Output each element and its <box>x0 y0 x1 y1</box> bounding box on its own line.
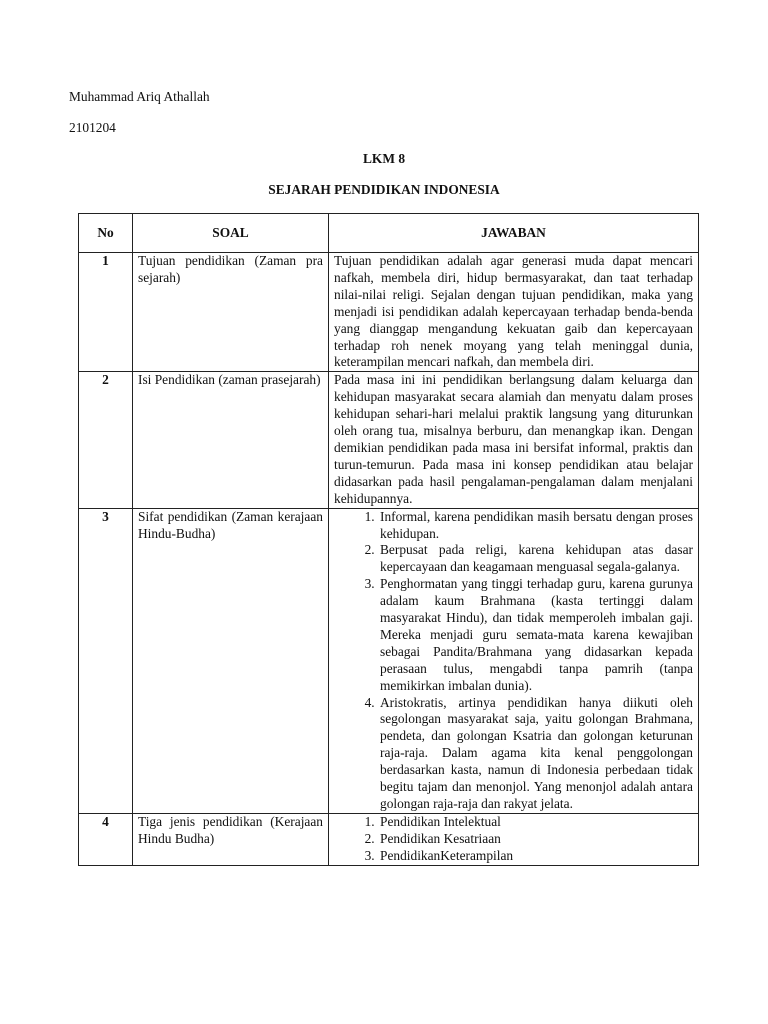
author-name: Muhammad Ariq Athallah <box>69 89 210 104</box>
document-subtitle: SEJARAH PENDIDIKAN INDONESIA <box>268 182 500 197</box>
answer-text: Pada masa ini ini pendidikan berlangsung dalam keluarga dan kehidupan masyarakat secara alamiah dan menyatu dalam proses kehidupan sehari-hari melalui praktik langsung yang diturunkan oleh orang tua, misalnya berburu, dan menangkap ikan. Dengan demikian pendidikan pada masa ini bersifat informal, praktis dan turun-temurun. Pada masa ini konsep pendidikan atau belajar didasarkan pada hasil pengalaman-pengalaman dalam menjalani kehidupannya. <box>334 372 693 506</box>
answer-list-item: 1. Informal, karena pendidikan masih bersatu dengan proses kehidupan. <box>378 509 693 543</box>
qa-table <box>78 213 699 866</box>
column-header-jawaban: JAWABAN <box>329 214 699 253</box>
table-row <box>79 813 699 865</box>
row-number: 3 <box>79 508 133 813</box>
table-row <box>79 253 699 372</box>
answer-list-item: 2. Berpusat pada religi, karena kehidupan atas dasar kepercayaan dan keagamaan menguasal segala-galanya. <box>378 542 693 576</box>
table-header-row <box>79 214 699 253</box>
answer-list-item: 3. Penghormatan yang tinggi terhadap guru, karena gurunya adalam kaum Brahmana (kasta tertinggi dalam masyarakat Hindu), dan tidak memperoleh imbalan gaji. Mereka menjadi guru semata-mata karena kewajiban sebagai Pandita/Brahmana yang didasarkan kepada perasaan tulus, mengabdi tanpa pamrih (tanpa memikirkan imbalan dunia). <box>378 576 693 694</box>
answer-cell <box>329 372 699 508</box>
answer-list <box>334 509 693 813</box>
answer-list-item: 4. Aristokratis, artinya pendidikan hanya diikuti oleh segolongan masyarakat saja, yaitu golongan Brahmana, pendeta, dan golongan Ksatria dan golongan keturunan raja-raja. Dalam agama kita kenal penggolongan berdasarkan kasta, namun di Indonesia perbedaan tidak begitu tajam dan menonjol. Yang menonjol adalah antara golongan raja-raja dan rakyat jelata. <box>378 695 693 813</box>
question-cell: Sifat pendidikan (Zaman kerajaan Hindu-Budha) <box>133 508 329 813</box>
answer-text: Tujuan pendidikan adalah agar generasi muda dapat mencari nafkah, membela diri, hidup bermasyarakat, dan taat terhadap nilai-nilai religi. Sejalan dengan tujuan pendidikan, maka yang menjadi isi pendidikan adalah kepercayaan terhadap benda-benda yang dianggap mengandung kekuatan gaib dan kepercayaan terhadap roh nenek moyang yang telah meninggal dunia, keterampilan mencari nafkah, dan membela diri. <box>334 253 693 370</box>
answer-list-item: 2. Pendidikan Kesatriaan <box>378 831 693 848</box>
question-cell: Isi Pendidikan (zaman prasejarah) <box>133 372 329 508</box>
answer-cell <box>329 253 699 372</box>
answer-cell <box>329 813 699 865</box>
row-number: 2 <box>79 372 133 508</box>
question-cell: Tiga jenis pendidikan (Kerajaan Hindu Budha) <box>133 813 329 865</box>
answer-cell <box>329 508 699 813</box>
answer-list <box>334 814 693 865</box>
row-number: 1 <box>79 253 133 372</box>
row-number: 4 <box>79 813 133 865</box>
column-header-soal: SOAL <box>133 214 329 253</box>
table-row <box>79 372 699 508</box>
student-id: 2101204 <box>69 120 116 135</box>
question-cell: Tujuan pendidikan (Zaman pra sejarah) <box>133 253 329 372</box>
answer-list-item: 1. Pendidikan Intelektual <box>378 814 693 831</box>
document-title: LKM 8 <box>362 151 406 166</box>
table-row <box>79 508 699 813</box>
column-header-no: No <box>79 214 133 253</box>
answer-list-item: 3. PendidikanKeterampilan <box>378 848 693 865</box>
